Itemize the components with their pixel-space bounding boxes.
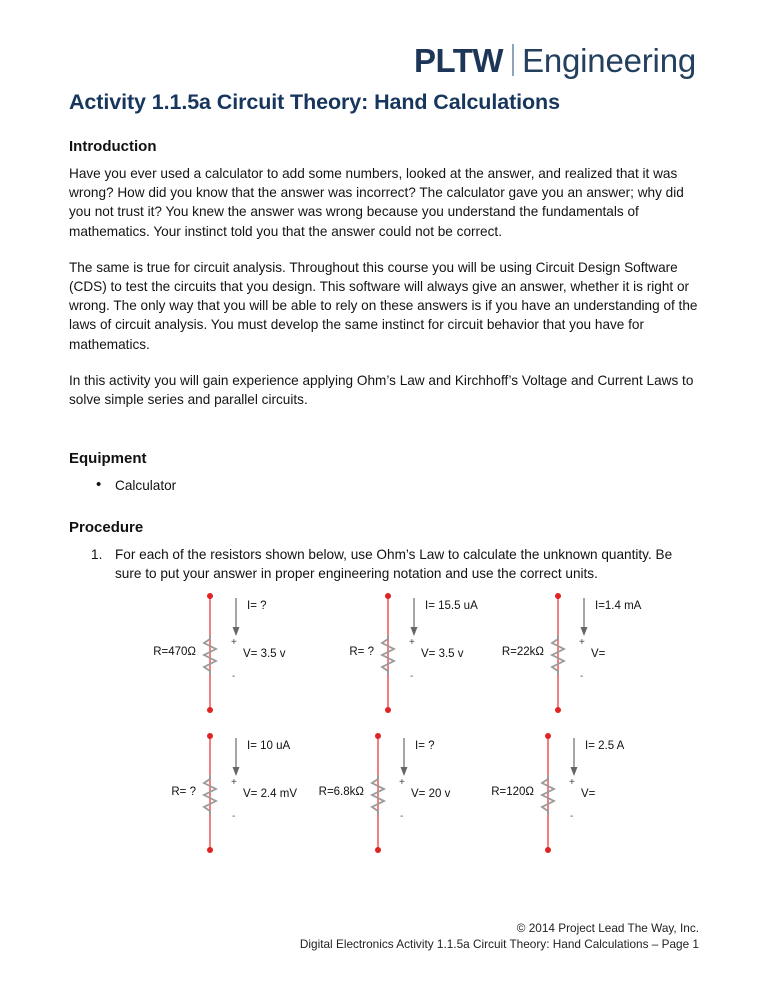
introduction-paragraph-2: The same is true for circuit analysis. Throughout this course you will be using Circuit Design Software (CDS) to test the circuits that you design. This software will always give an answer, whether it is right or wrong. The only way that you will be able to rely on these answers is if you have an understanding of the laws of circuit analysis. You must develop the same instinct for circuit behavior that you have for mathematics. <box>69 259 698 352</box>
circuit-row-1 <box>69 588 699 728</box>
resistance-label: R= ? <box>349 646 374 658</box>
spacer <box>69 495 699 519</box>
logo-pltw-text: PLTW <box>414 41 504 79</box>
current-arrow-icon <box>231 598 241 636</box>
resistance-label: R= ? <box>171 786 196 798</box>
introduction-heading: Introduction <box>69 138 157 155</box>
terminal-node-top <box>555 593 561 599</box>
voltage-label: V= 2.4 mV <box>243 788 298 800</box>
circuit-row-2 <box>69 728 699 868</box>
voltage-label: V= <box>581 788 596 800</box>
terminal-node-top <box>207 733 213 739</box>
terminal-node-top <box>207 593 213 599</box>
resistance-label: R=120Ω <box>491 786 534 798</box>
current-label: I= ? <box>415 740 435 752</box>
terminal-node-bottom <box>545 847 551 853</box>
circuit-diagrams <box>69 588 699 863</box>
circuit-1 <box>109 588 309 728</box>
resistor-symbol <box>379 635 397 675</box>
current-label: I= 15.5 uA <box>425 600 478 612</box>
current-label: I= ? <box>247 600 267 612</box>
terminal-node-bottom <box>375 847 381 853</box>
current-arrow-icon <box>231 738 241 776</box>
introduction-paragraph-1: Have you ever used a calculator to add some numbers, looked at the answer, and realized that it was wrong? How did you know that the answer was incorrect? The calculator gave you an answer; why did you not trust it? You knew the answer was wrong because you understand the fundamentals of mathematics. Your instinct told you that the answer could not be correct. <box>69 166 684 239</box>
polarity-minus: - <box>580 671 584 682</box>
resistor-symbol <box>201 775 219 815</box>
terminal-node-top <box>385 593 391 599</box>
current-label: I=1.4 mA <box>595 600 642 612</box>
procedure-list <box>69 545 699 583</box>
current-arrow-icon <box>399 738 409 776</box>
terminal-node-bottom <box>207 707 213 713</box>
polarity-plus: + <box>399 777 405 788</box>
polarity-plus: + <box>231 777 237 788</box>
circuit-6 <box>447 728 647 868</box>
current-arrow-icon <box>579 598 589 636</box>
logo-divider <box>512 44 514 76</box>
voltage-label: V= 20 v <box>411 788 451 800</box>
equipment-heading: Equipment <box>69 450 147 468</box>
footer-copyright: © 2014 Project Lead The Way, Inc. <box>516 921 699 935</box>
resistance-label: R=470Ω <box>153 646 196 658</box>
page-title: Activity 1.1.5a Circuit Theory: Hand Calculations <box>69 90 560 114</box>
polarity-plus: + <box>579 637 585 648</box>
logo-engineering-text: Engineering <box>522 41 696 79</box>
resistor-symbol <box>201 635 219 675</box>
pltw-engineering-logo <box>414 38 696 82</box>
terminal-node-bottom <box>207 847 213 853</box>
current-arrow-icon <box>569 738 579 776</box>
resistor-symbol <box>369 775 387 815</box>
equipment-list <box>69 476 699 495</box>
terminal-node-bottom <box>385 707 391 713</box>
list-item: For each of the resistors shown below, use Ohm’s Law to calculate the unknown quantity. Be sure to put your answer in proper engineering notation and use the correct units. <box>115 547 673 582</box>
resistor-symbol <box>539 775 557 815</box>
terminal-node-top <box>545 733 551 739</box>
resistor-symbol <box>549 635 567 675</box>
polarity-plus: + <box>409 637 415 648</box>
voltage-label: V= 3.5 v <box>243 648 286 660</box>
polarity-minus: - <box>232 671 236 682</box>
resistance-label: R=6.8kΩ <box>318 786 364 798</box>
circuit-3 <box>457 588 657 728</box>
polarity-plus: + <box>231 637 237 648</box>
voltage-label: V= 3.5 v <box>421 648 464 660</box>
polarity-minus: - <box>232 811 236 822</box>
introduction-paragraph-3: In this activity you will gain experience applying Ohm’s Law and Kirchhoff’s Voltage and Current Laws to solve simple series and parallel circuits. <box>69 372 694 408</box>
polarity-minus: - <box>570 811 574 822</box>
list-item: • Calculator <box>115 476 699 495</box>
voltage-label: V= <box>591 648 606 660</box>
polarity-plus: + <box>569 777 575 788</box>
spacer <box>69 426 699 450</box>
current-arrow-icon <box>409 598 419 636</box>
page-footer <box>69 920 699 952</box>
footer-document-line: Digital Electronics Activity 1.1.5a Circuit Theory: Hand Calculations – Page 1 <box>299 937 699 951</box>
document-content <box>69 138 699 584</box>
resistance-label: R=22kΩ <box>501 646 544 658</box>
procedure-heading: Procedure <box>69 519 144 537</box>
current-label: I= 10 uA <box>247 740 291 752</box>
terminal-node-top <box>375 733 381 739</box>
terminal-node-bottom <box>555 707 561 713</box>
current-label: I= 2.5 A <box>585 740 625 752</box>
polarity-minus: - <box>410 671 414 682</box>
polarity-minus: - <box>400 811 404 822</box>
